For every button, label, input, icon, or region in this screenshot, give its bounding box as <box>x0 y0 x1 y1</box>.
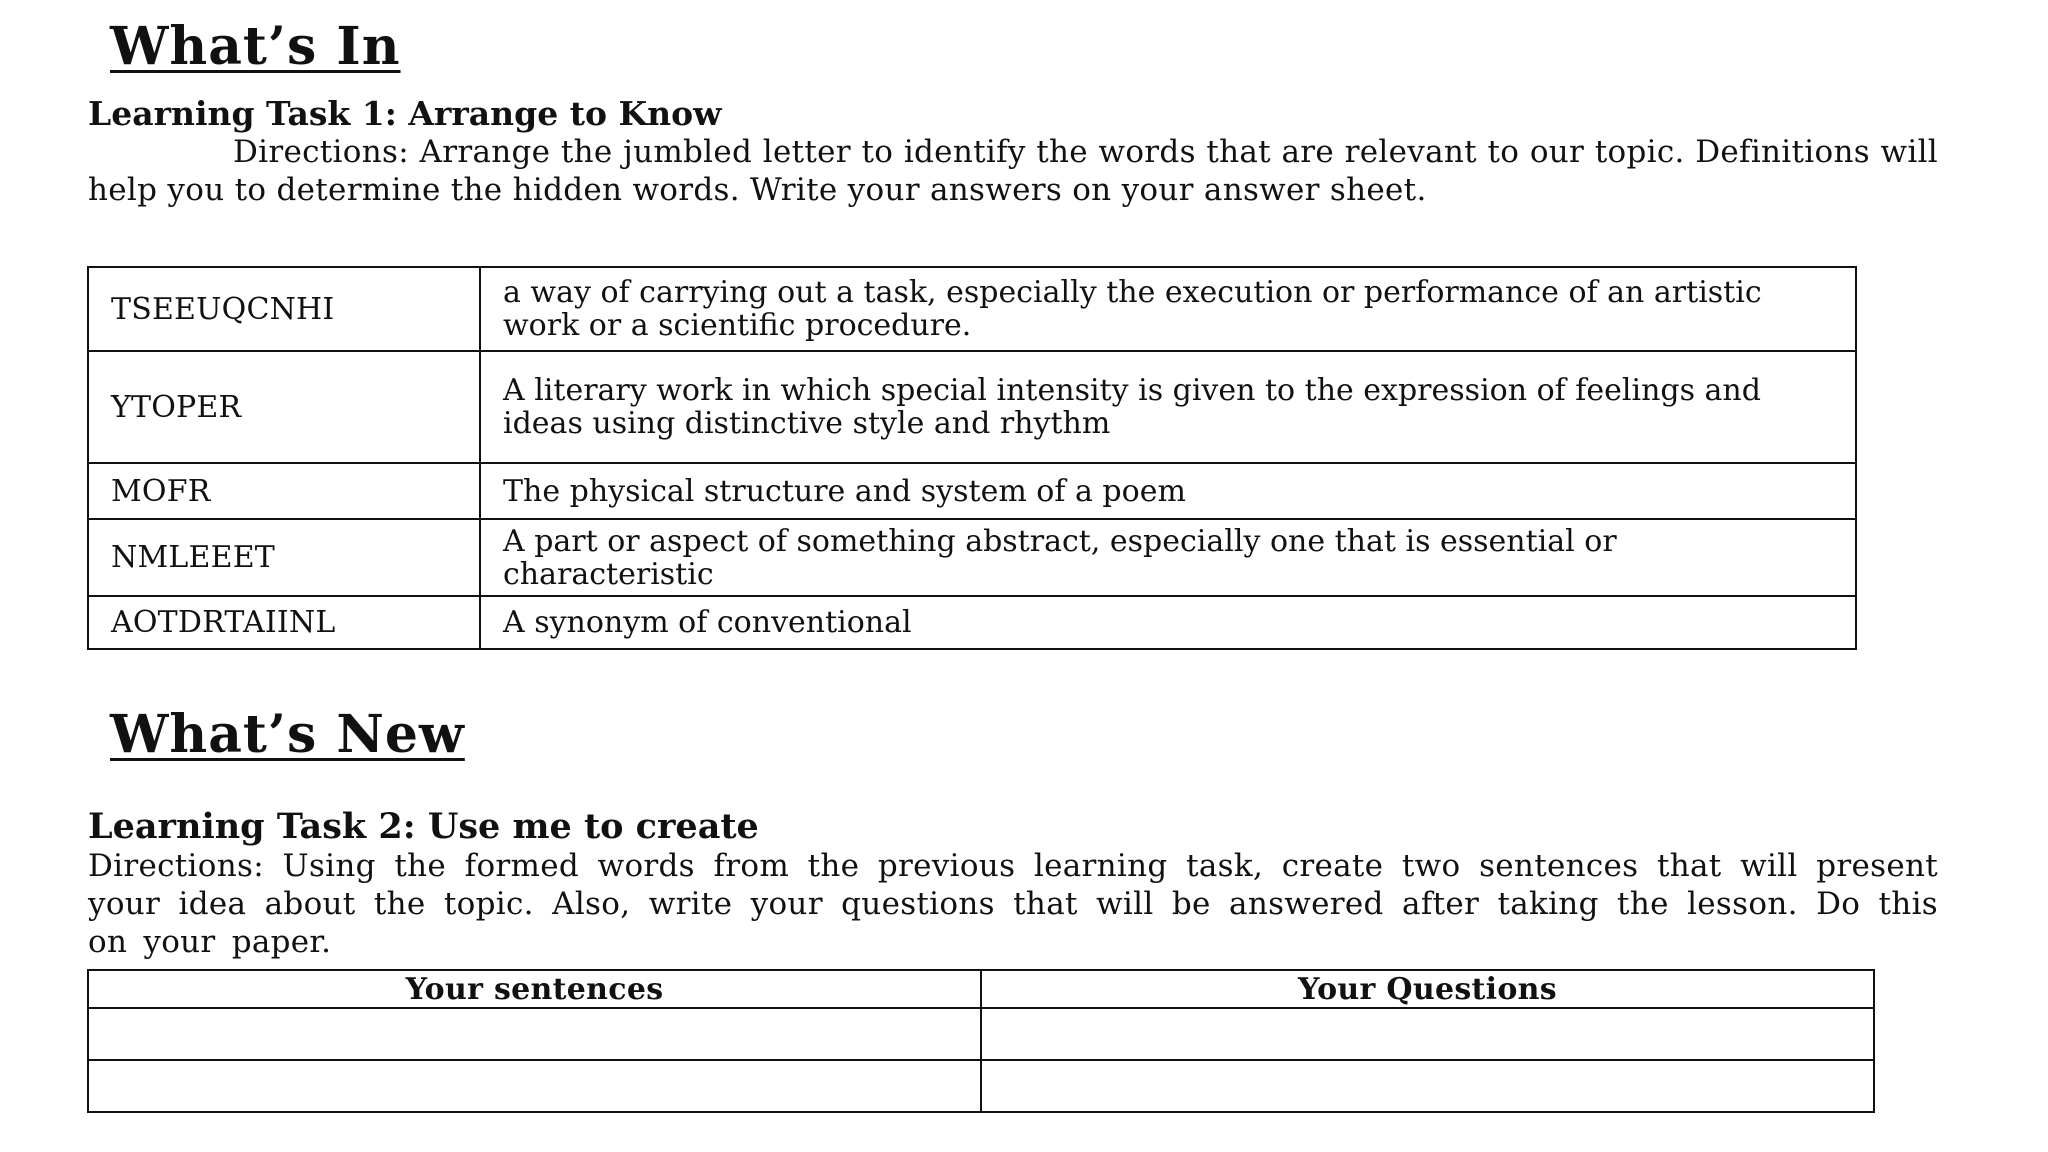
learning-task-2-title: Learning Task 2: Use me to create <box>88 806 759 847</box>
question-answer-cell <box>981 1060 1874 1112</box>
your-questions-header: Your Questions <box>981 970 1874 1008</box>
learning-task-2-directions: Directions: Using the formed words from the previous learning task, create two sentences that will present your idea about the topic. Also, write your questions that will be answered after taking the lesson. Do this on your paper. <box>88 848 1938 960</box>
definition-cell: a way of carrying out a task, especially the execution or performance of an artistic work or a scientific procedure. <box>480 267 1856 351</box>
table-row <box>88 1060 1874 1112</box>
definition-cell: The physical structure and system of a poem <box>480 463 1856 519</box>
definition-cell: A part or aspect of something abstract, especially one that is essential or characteristic <box>480 519 1856 596</box>
table-row <box>88 351 1856 463</box>
definition-cell: A synonym of conventional <box>480 596 1856 649</box>
jumbled-word-cell: TSEEUQCNHI <box>88 267 480 351</box>
jumbled-word-cell: AOTDRTAIINL <box>88 596 480 649</box>
definition-cell: A literary work in which special intensity is given to the expression of feelings and ideas using distinctive style and rhythm <box>480 351 1856 463</box>
table-row <box>88 267 1856 351</box>
table-row <box>88 463 1856 519</box>
sentences-questions-table <box>87 969 1875 1113</box>
jumbled-word-cell: MOFR <box>88 463 480 519</box>
whats-new-heading: What’s New <box>110 704 465 765</box>
table-row <box>88 596 1856 649</box>
jumbled-word-cell: YTOPER <box>88 351 480 463</box>
sentence-answer-cell <box>88 1008 981 1060</box>
table-header-row <box>88 970 1874 1008</box>
table-row <box>88 519 1856 596</box>
learning-task-1-directions: Directions: Arrange the jumbled letter to identify the words that are relevant to our topic. Definitions will help you to determine the hidden words. Write your answers on your answer sheet. <box>88 134 1938 208</box>
your-sentences-header: Your sentences <box>88 970 981 1008</box>
question-answer-cell <box>981 1008 1874 1060</box>
sentence-answer-cell <box>88 1060 981 1112</box>
jumbled-word-cell: NMLEEET <box>88 519 480 596</box>
whats-in-heading: What’s In <box>110 16 401 77</box>
table-row <box>88 1008 1874 1060</box>
learning-task-1-title: Learning Task 1: Arrange to Know <box>88 94 722 133</box>
jumbled-words-table <box>87 266 1857 650</box>
